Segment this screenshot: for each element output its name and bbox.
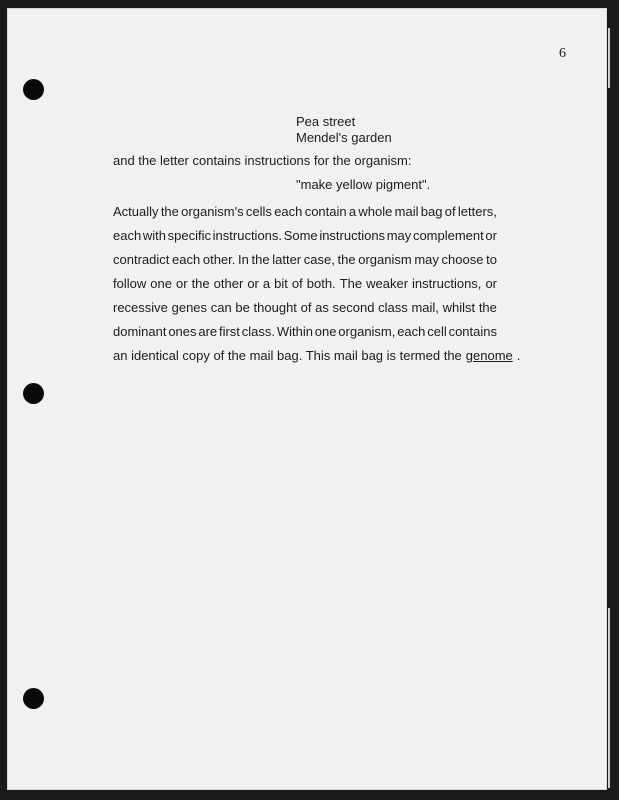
binder-hole [23, 383, 44, 404]
page-edge-mark [608, 28, 610, 88]
address-line-1: Pea street [296, 114, 356, 129]
word: The [339, 276, 363, 291]
word: or [485, 228, 497, 243]
word: class [378, 300, 408, 315]
body-paragraph [113, 200, 521, 368]
word: other [213, 276, 244, 291]
word: bag [420, 204, 443, 219]
word: complement [412, 228, 484, 243]
document-page [7, 8, 607, 790]
word: whole [358, 204, 393, 219]
word: In [238, 252, 249, 267]
word: with [142, 228, 166, 243]
word: each [274, 204, 303, 219]
word: cells [245, 204, 272, 219]
word: latter [272, 252, 302, 267]
page-number: 6 [559, 46, 566, 61]
word: thought [253, 300, 297, 315]
word: Some [283, 228, 318, 243]
paragraph-line [113, 248, 497, 272]
word: organism's [181, 204, 244, 219]
word: a [348, 204, 357, 219]
word: or [485, 276, 497, 291]
last-line-term-wrap [466, 344, 521, 368]
word: second [332, 300, 375, 315]
quoted-instruction: "make yellow pigment". [296, 177, 431, 192]
word: to [486, 252, 497, 267]
word: Within [276, 324, 313, 339]
word: each [397, 324, 426, 339]
binder-hole [23, 79, 44, 100]
word: the [337, 252, 356, 267]
paragraph-last-line [113, 344, 521, 368]
word: other. [202, 252, 236, 267]
word: or [175, 276, 188, 291]
page-edge-mark [608, 608, 610, 788]
word: can [210, 300, 232, 315]
word: contradict [113, 252, 170, 267]
intro-sentence: and the letter contains instructions for the organism: [113, 153, 412, 168]
word: ones [168, 324, 197, 339]
word: choose [441, 252, 484, 267]
word: Actually [113, 204, 159, 219]
word: weaker [366, 276, 409, 291]
word: contain [304, 204, 347, 219]
word: first [218, 324, 240, 339]
address-line-2: Mendel's garden [296, 130, 392, 145]
word: of [444, 204, 456, 219]
word: the [191, 276, 210, 291]
binder-hole [23, 688, 44, 709]
paragraph-line [113, 224, 497, 248]
word: specific [167, 228, 211, 243]
word: be [235, 300, 250, 315]
word: of [300, 300, 312, 315]
word: organism, [338, 324, 396, 339]
word: one [314, 324, 337, 339]
paragraph-line [113, 320, 497, 344]
word: follow [113, 276, 147, 291]
word: a [262, 276, 271, 291]
word: class. [241, 324, 275, 339]
word: the [251, 252, 270, 267]
word: whilst [442, 300, 476, 315]
word: instructions [319, 228, 386, 243]
word: may [414, 252, 439, 267]
word: are [198, 324, 218, 339]
word: or [247, 276, 259, 291]
word: cell [427, 324, 447, 339]
word: dominant [113, 324, 167, 339]
genome-term: genome [465, 348, 513, 363]
word: the [160, 204, 179, 219]
address-block [296, 114, 392, 146]
word: organism [358, 252, 412, 267]
word: both. [306, 276, 336, 291]
word: genes [171, 300, 208, 315]
last-line-text: an identical copy of the mail bag. This mail bag is termed the [113, 348, 462, 363]
word: letters, [457, 204, 497, 219]
word: each [172, 252, 201, 267]
word: as [315, 300, 329, 315]
word: case, [303, 252, 335, 267]
paragraph-line [113, 200, 497, 224]
word: mail, [411, 300, 439, 315]
word: the [478, 300, 497, 315]
word: instructions, [412, 276, 482, 291]
word: bit [274, 276, 288, 291]
word: instructions. [212, 228, 283, 243]
word: each [113, 228, 142, 243]
paragraph-line [113, 272, 497, 296]
word: of [291, 276, 303, 291]
term-period: . [516, 348, 521, 363]
paragraph-line [113, 296, 497, 320]
word: mail [394, 204, 419, 219]
word: contains [448, 324, 497, 339]
word: one [150, 276, 172, 291]
word: may [386, 228, 412, 243]
word: recessive [113, 300, 168, 315]
